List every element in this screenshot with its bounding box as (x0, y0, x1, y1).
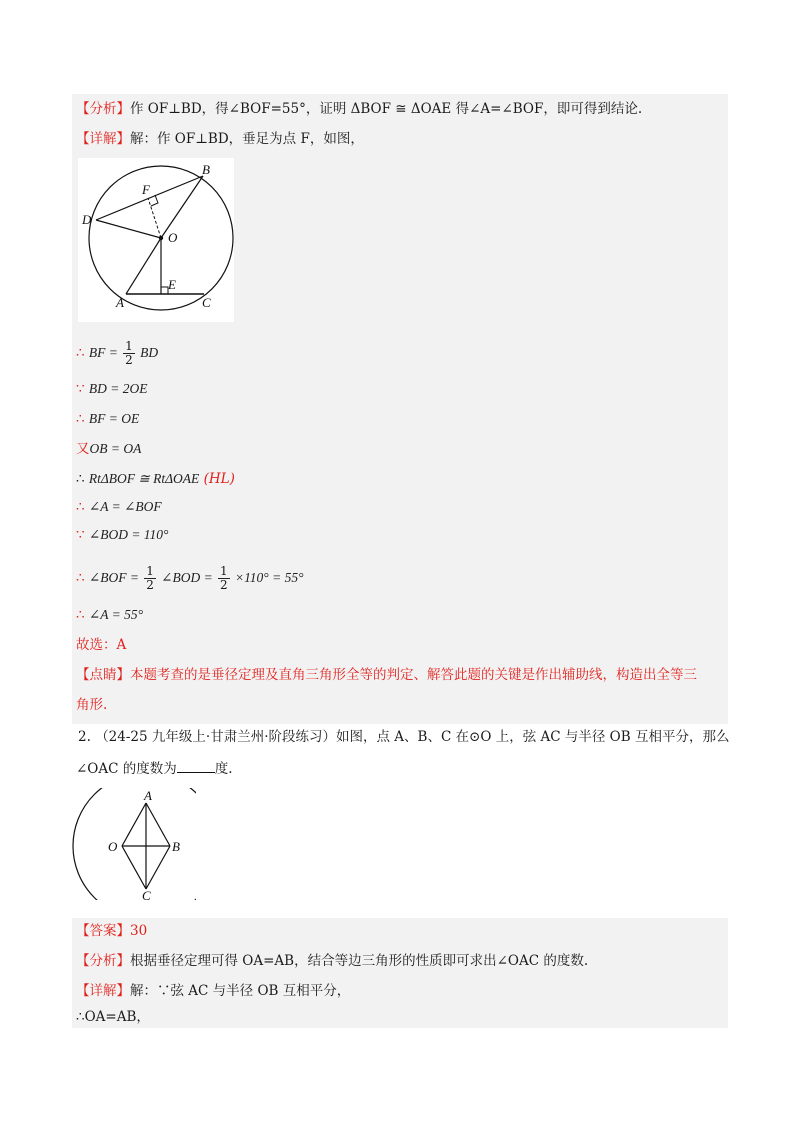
question-2-line-1: 2. （24-25 九年级上·甘肃兰州·阶段练习）如图，点 A、B、C 在⊙O 上，弦 AC 与半径 OB 互相平分，那么 (78, 729, 730, 745)
detail-line-2: 【详解】解：∵弦 AC 与半径 OB 互相平分， (76, 983, 351, 999)
comment-line-2: 角形. (76, 697, 108, 713)
answer-blank (177, 760, 215, 773)
comment-tag: 【点睛】 (76, 667, 130, 683)
step-3: ∴ BF = OE (76, 411, 140, 427)
label-O2: O (108, 839, 118, 854)
last-line: ∴OA=AB， (76, 1009, 150, 1025)
label-F: F (142, 182, 150, 197)
detail-text: 解：作 OF⊥BD，垂足为点 F，如图， (130, 131, 364, 147)
label-E: E (168, 277, 176, 292)
fraction-half: $\frac{1}{2}$ (125, 339, 133, 367)
label-A2: A (144, 788, 152, 803)
analysis-line-2: 【分析】根据垂径定理可得 OA=AB，结合等边三角形的性质即可求出∠OAC 的度数. (76, 953, 589, 969)
step-1: ∴ BF = $\frac{1}{2}$ BD (76, 339, 159, 367)
answer-value: 30 (130, 923, 148, 939)
step-8: ∴ ∠BOF = $\frac{1}{2}$ ∠BOD = $\frac{1}{2}$ ×110° = 55° (76, 564, 304, 592)
analysis-line (76, 100, 642, 118)
circle-diagram-1 (78, 158, 234, 322)
label-C2: C (142, 888, 151, 900)
question-number: 2. (78, 729, 91, 745)
label-O: O (168, 230, 178, 245)
step-9: ∴ ∠A = 55° (76, 607, 143, 623)
analysis-tag: 【分析】 (76, 101, 130, 117)
label-B: B (202, 162, 210, 177)
label-A: A (116, 295, 124, 310)
choice-line: 故选：A (76, 637, 127, 653)
solution-block-2 (72, 918, 728, 1028)
label-C: C (202, 295, 211, 310)
detail-tag: 【详解】 (76, 131, 130, 147)
answer-tag: 【答案】 (76, 923, 130, 939)
analysis-text: 作 OF⊥BD，得∠BOF=55°，证明 ΔBOF ≅ ΔOAE 得∠A=∠BOF，即可得到结论. (130, 101, 643, 117)
question-2-line-2: ∠OAC 的度数为 度. (76, 761, 233, 777)
label-D: D (82, 212, 92, 227)
step-5: ∴ RtΔBOF ≅ RtΔOAE (HL) (76, 471, 235, 487)
comment-line-1: 【点睛】本题考查的是垂径定理及直角三角形全等的判定、解答此题的关键是作出辅助线，构造出全等三 (76, 667, 697, 683)
step-7: ∵ ∠BOD = 110° (76, 527, 169, 543)
label-B2: B (172, 839, 180, 854)
circle-diagram-2 (66, 788, 196, 900)
step-2: ∵ BD = 2OE (76, 381, 148, 397)
detail-line (76, 130, 364, 148)
step-6: ∴ ∠A = ∠BOF (76, 499, 162, 515)
answer-line (76, 922, 147, 940)
step-4: 又OB = OA (76, 441, 142, 457)
